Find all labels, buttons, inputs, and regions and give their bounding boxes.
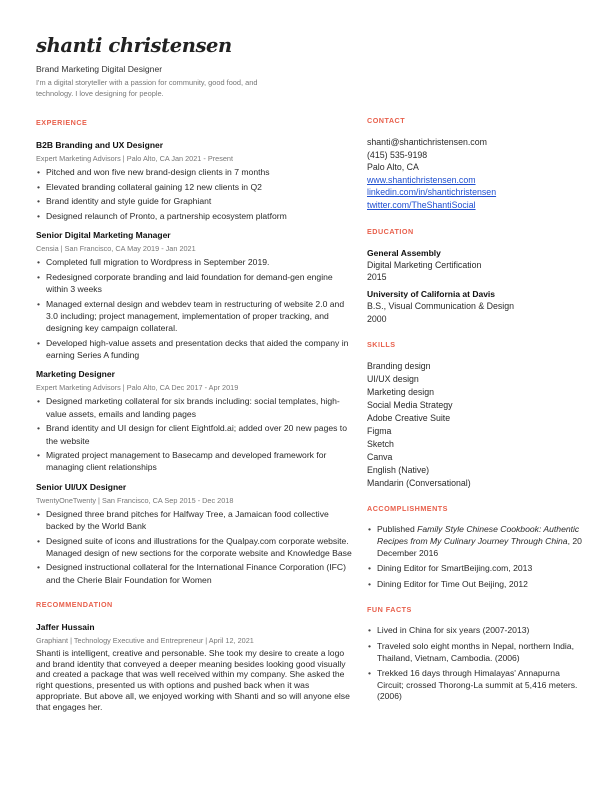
education-school: General Assembly — [367, 247, 441, 258]
education-school: University of California at Davis — [367, 288, 496, 299]
job-bullets — [36, 395, 356, 473]
job-entry — [36, 230, 356, 361]
job-bullet: • Pitched and won five new brand-design clients in 7 months — [36, 166, 356, 178]
job-bullets — [36, 256, 356, 361]
book-prefix: Published — [377, 524, 418, 535]
job-meta: Censia | San Francisco, CA May 2019 - Jan 2021 — [36, 244, 196, 254]
job-entry — [36, 369, 356, 473]
accomplishments-section — [367, 504, 582, 590]
fun-facts-section — [367, 605, 582, 703]
skill-item: English (Native) — [367, 464, 430, 475]
job-entry — [36, 482, 356, 586]
accomplishment-item: • Dining Editor for SmartBeijing.com, 2013 — [367, 563, 582, 575]
accomplishment-item: • Dining Editor for Time Out Beijing, 2012 — [367, 579, 582, 591]
recommender-name: Jaffer Hussain — [36, 621, 95, 632]
fun-fact-item: • Lived in China for six years (2007-2013) — [367, 625, 582, 637]
candidate-tagline: I'm a digital storyteller with a passion for community, good food, and technology. I love designing for people. — [36, 78, 258, 98]
job-bullet: • Managed external design and webdev team in restructuring of website 2.0 and 3.0 including; project management, implementation of proper tracking, and designing key campaign collateral. — [36, 298, 356, 335]
job-entry — [36, 140, 356, 222]
recommender-meta: Graphiant | Technology Executive and Entrepreneur | April 12, 2021 — [36, 635, 254, 645]
skill-item: Figma — [367, 425, 392, 436]
contact-phone: (415) 535-9198 — [367, 149, 428, 160]
skill-item: Adobe Creative Suite — [367, 412, 451, 423]
job-title: Senior UI/UX Designer — [36, 481, 127, 492]
education-year: 2000 — [367, 313, 387, 324]
job-bullet: • Redesigned corporate branding and laid foundation for demand-gen engine within 3 weeks — [36, 271, 356, 295]
education-year: 2015 — [367, 272, 387, 283]
job-bullet: • Completed full migration to Wordpress in September 2019. — [36, 256, 356, 268]
book-title: Family Style Chinese Cookbook: Authentic Recipes from My Culinary Journey Through China — [377, 524, 580, 546]
contact-section — [367, 116, 582, 212]
job-title: Senior Digital Marketing Manager — [36, 230, 171, 241]
skill-item: Branding design — [367, 361, 431, 372]
job-bullet: • Designed marketing collateral for six brands including: social templates, high-value assets, emails and landing pages — [36, 395, 356, 419]
job-meta: Expert Marketing Advisors | Palo Alto, CA Jan 2021 - Present — [36, 154, 233, 163]
job-bullets — [36, 166, 356, 222]
accomplishments-heading: ACCOMPLISHMENTS — [367, 504, 448, 514]
skill-item: Mandarin (Conversational) — [367, 477, 471, 488]
recommendation-heading: RECOMMENDATION — [36, 599, 113, 609]
skill-item: Canva — [367, 451, 393, 462]
job-bullet: • Designed suite of icons and illustrations for the Qualpay.com corporate website. Managed design of new sections for the corporate website and Knowledge Base — [36, 535, 356, 559]
education-degree: Digital Marketing Certification — [367, 259, 482, 270]
fun-fact-item: • Traveled solo eight months in Nepal, northern India, Thailand, Vietnam, Cambodia. (2006) — [367, 641, 582, 664]
twitter-link[interactable]: twitter.com/TheShantiSocial — [367, 199, 476, 210]
main-column — [36, 118, 356, 713]
experience-heading: EXPERIENCE — [36, 118, 88, 127]
job-bullet: • Designed relaunch of Pronto, a partnership ecosystem platform — [36, 210, 356, 222]
resume-header — [36, 34, 356, 99]
education-degree: B.S., Visual Communication & Design — [367, 301, 515, 312]
job-bullet: • Brand identity and style guide for Graphiant — [36, 195, 356, 207]
candidate-name: shanti christensen — [36, 34, 232, 57]
fun-fact-item: • Trekked 16 days through Himalayas' Annapurna Circuit; crossed Thorong-La summit at 5,416 meters. (2006) — [367, 668, 582, 703]
website-link[interactable]: www.shantichristensen.com — [367, 174, 476, 185]
skill-item: Social Media Strategy — [367, 400, 453, 411]
linkedin-link[interactable]: linkedin.com/in/shantichristensen — [367, 187, 497, 198]
book-suffix: , 20 December 2016 — [377, 536, 582, 558]
skill-item: Marketing design — [367, 387, 434, 398]
contact-heading: CONTACT — [367, 116, 406, 125]
job-bullet: • Designed three brand pitches for Halfway Tree, a Jamaican food collective backed by the World Bank — [36, 508, 356, 532]
job-title: B2B Branding and UX Designer — [36, 140, 164, 150]
job-meta: Expert Marketing Advisors | Palo Alto, CA Dec 2017 - Apr 2019 — [36, 383, 239, 393]
education-heading: EDUCATION — [367, 226, 414, 236]
contact-email: shanti@shantichristensen.com — [367, 137, 487, 147]
job-bullets — [36, 508, 356, 586]
sidebar-column — [367, 116, 582, 718]
recommendation-text: Shanti is intelligent, creative and personable. She took my desire to create a logo and brand identity that conveyed a deeper meaning besides looking good visually and created a package that was well received within my company. She asked the right questions, presented us with options and pushed back when it was appropriate. But above all, we enjoyed working with Shanti and so will anyone else that engages her. — [36, 647, 350, 712]
education-section — [367, 227, 582, 326]
job-title: Marketing Designer — [36, 369, 115, 380]
job-bullet: • Developed high-value assets and presentation decks that aided the company in earning Series A funding — [36, 337, 356, 361]
accomplishment-item — [367, 524, 582, 559]
skill-item: Sketch — [367, 438, 394, 449]
accomplishments-list — [367, 524, 582, 590]
job-bullet: • Designed instructional collateral for the International Finance Corporation (IFC) and the Cherie Blair Foundation for Women — [36, 561, 356, 585]
job-bullet: • Elevated branding collateral gaining 12 new clients in Q2 — [36, 181, 356, 193]
skills-section — [367, 340, 582, 489]
job-bullet: • Migrated project management to Basecamp and developed framework for managing client relationships — [36, 449, 356, 473]
candidate-role: Brand Marketing Digital Designer — [36, 64, 163, 74]
job-meta: TwentyOneTwenty | San Francisco, CA Sep 2015 - Dec 2018 — [36, 495, 234, 505]
skills-heading: SKILLS — [367, 340, 396, 350]
fun-facts-list — [367, 625, 582, 703]
job-bullet: • Brand identity and UI design for client Eightfold.ai; added over 20 new pages to the website — [36, 422, 356, 446]
skill-item: UI/UX design — [367, 374, 419, 385]
contact-location: Palo Alto, CA — [367, 162, 419, 173]
fun-facts-heading: FUN FACTS — [367, 605, 412, 615]
